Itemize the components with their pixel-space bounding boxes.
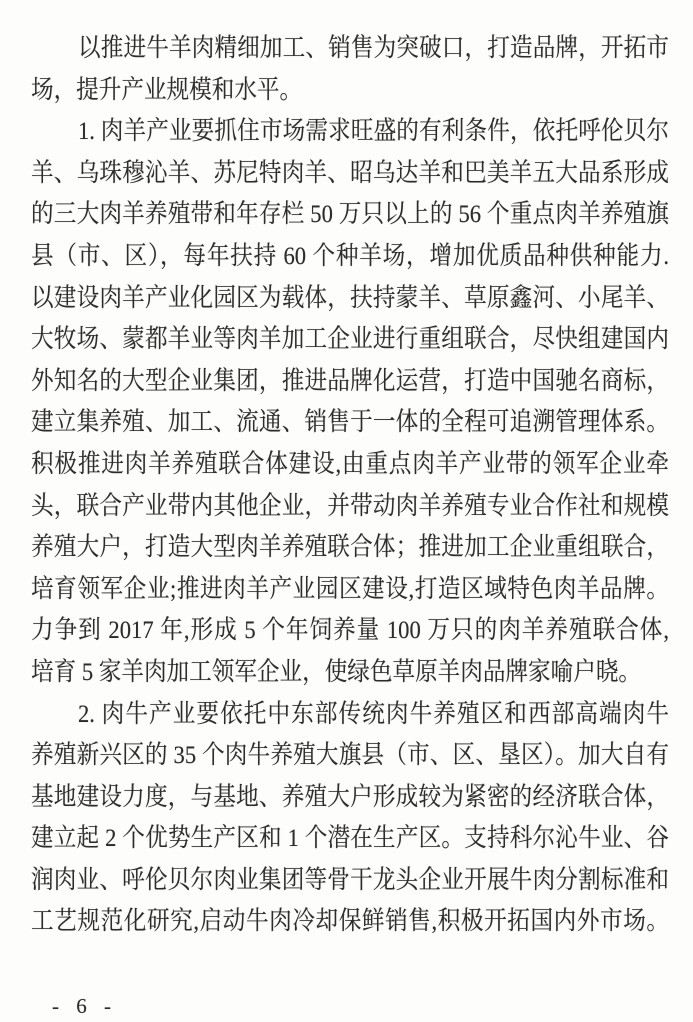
- text-line: 大牧场、蒙都羊业等肉羊加工企业进行重组联合，尽快组建国内: [31, 324, 669, 353]
- text-line: 羊、乌珠穆沁羊、苏尼特肉羊、昭乌达羊和巴美羊五大品系形成: [31, 158, 669, 187]
- text-line: 建立起 2 个优势生产区和 1 个潜在生产区。支持科尔沁牛业、谷: [31, 823, 669, 852]
- text-line: 以建设肉羊产业化园区为载体，扶持蒙羊、草原鑫河、小尾羊、: [31, 283, 669, 312]
- text-line: 2. 肉牛产业要依托中东部传统肉牛养殖区和西部高端肉牛: [78, 698, 669, 727]
- text-line: 外知名的大型企业集团，推进品牌化运营，打造中国驰名商标，: [31, 366, 669, 395]
- text-block: [31, 27, 669, 942]
- text-line: 培育领军企业;推进肉羊产业园区建设,打造区域特色肉羊品牌。: [31, 574, 669, 603]
- text-line: 县（市、区），每年扶持 60 个种羊场，增加优质品种供种能力.: [31, 241, 669, 270]
- text-line: 1. 肉羊产业要抓住市场需求旺盛的有利条件，依托呼伦贝尔: [78, 116, 669, 145]
- text-line: 头，联合产业带内其他企业，并带动肉羊养殖专业合作社和规模: [31, 490, 669, 519]
- text-line: 养殖新兴区的 35 个肉牛养殖大旗县（市、区、垦区）。加大自有: [31, 740, 669, 769]
- text-line: 基地建设力度，与基地、养殖大户形成较为紧密的经济联合体，: [31, 782, 669, 811]
- text-line: 场，提升产业规模和水平。: [31, 75, 303, 104]
- text-line: 培育 5 家羊肉加工领军企业，使绿色草原羊肉品牌家喻户晓。: [31, 657, 642, 686]
- text-line: 以推进牛羊肉精细加工、销售为突破口，打造品牌，开拓市: [78, 33, 669, 62]
- text-line: 建立集养殖、加工、流通、销售于一体的全程可追溯管理体系。: [31, 407, 669, 436]
- text-line: 力争到 2017 年,形成 5 个年饲养量 100 万只的肉羊养殖联合体,: [31, 615, 669, 644]
- text-line: 工艺规范化研究,启动牛肉冷却保鲜销售,积极开拓国内外市场。: [31, 906, 669, 935]
- page-number: - 6 -: [52, 994, 117, 1018]
- text-line: 润肉业、呼伦贝尔肉业集团等骨干龙头企业开展牛肉分割标准和: [31, 865, 669, 894]
- text-line: 积极推进肉羊养殖联合体建设,由重点肉羊产业带的领军企业牵: [31, 449, 669, 478]
- text-line: 养殖大户，打造大型肉羊养殖联合体；推进加工企业重组联合，: [31, 532, 669, 561]
- text-line: 的三大肉羊养殖带和年存栏 50 万只以上的 56 个重点肉羊养殖旗: [31, 199, 669, 228]
